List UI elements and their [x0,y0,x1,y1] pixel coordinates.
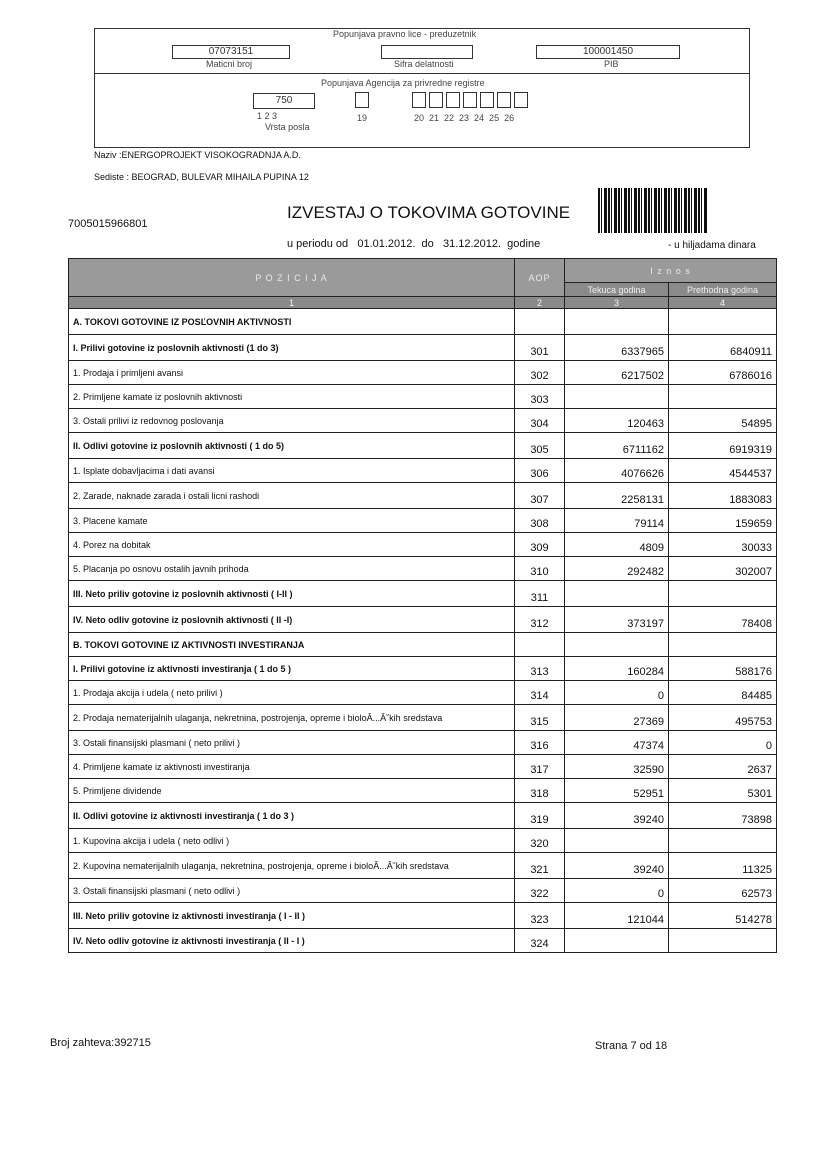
current-year-value: 52951 [565,779,669,803]
aop-code: 307 [515,483,565,509]
table-row [69,705,777,731]
previous-year-value: 159659 [669,509,777,533]
unit-note: - u hiljadama dinara [668,240,756,251]
row-label: 4. Porez na dobitak [69,533,515,557]
header-divider [94,73,750,74]
page-number: Strana 7 od 18 [595,1040,668,1052]
header-col-4: 4 [669,297,777,309]
row-label: II. Odlivi gotovine iz poslovnih aktivnosti ( 1 do 5) [69,433,515,459]
current-year-value [565,829,669,853]
current-year-value: 6711162 [565,433,669,459]
row-label: IV. Neto odliv gotovine iz aktivnosti investiranja ( II - I ) [69,929,515,953]
aop-code: 321 [515,853,565,879]
current-year-value: 47374 [565,731,669,755]
row-label: III. Neto priliv gotovine iz aktivnosti investiranja ( I - II ) [69,903,515,929]
current-year-value: 39240 [565,803,669,829]
current-year-value [565,581,669,607]
aop-code: 314 [515,681,565,705]
aop-code: 318 [515,779,565,803]
aop-code [515,309,565,335]
aop-code: 319 [515,803,565,829]
aop-code: 320 [515,829,565,853]
table-row [69,483,777,509]
table-row [69,879,777,903]
row-label: 3. Ostali finansijski plasmani ( neto prilivi ) [69,731,515,755]
aop-code: 301 [515,335,565,361]
header-aop: AOP [515,259,565,297]
previous-year-value: 30033 [669,533,777,557]
vrsta-posla-label: Vrsta posla [265,122,310,132]
row-label: III. Neto priliv gotovine iz poslovnih aktivnosti ( I-II ) [69,581,515,607]
table-row [69,533,777,557]
previous-year-value: 1883083 [669,483,777,509]
current-year-value [565,309,669,335]
previous-year-value: 62573 [669,879,777,903]
aop-code: 308 [515,509,565,533]
code-cell [480,92,494,108]
previous-year-value: 2637 [669,755,777,779]
aop-code: 317 [515,755,565,779]
table-row [69,309,777,335]
aop-code: 322 [515,879,565,903]
table-row [69,803,777,829]
row-label: 2. Primljene kamate iz poslovnih aktivnosti [69,385,515,409]
header-col-1: 1 [69,297,515,309]
previous-year-value: 588176 [669,657,777,681]
row-label: 5. Primljene dividende [69,779,515,803]
row-label: II. Odlivi gotovine iz aktivnosti investiranja ( 1 do 3 ) [69,803,515,829]
table-row [69,459,777,483]
current-year-value: 4076626 [565,459,669,483]
previous-year-value: 84485 [669,681,777,705]
current-year-value [565,929,669,953]
table-row [69,731,777,755]
aop-code: 313 [515,657,565,681]
current-year-value: 121044 [565,903,669,929]
table-row [69,409,777,433]
table-row [69,607,777,633]
header-prethodna-godina: Prethodna godina [669,283,777,297]
previous-year-value: 0 [669,731,777,755]
digits-20-26: 20 21 22 23 24 25 26 [414,113,515,123]
aop-code: 306 [515,459,565,483]
aop-code: 309 [515,533,565,557]
code-cells-20-26 [412,92,528,108]
aop-code: 323 [515,903,565,929]
previous-year-value [669,309,777,335]
maticni-broj-field: 07073151 [172,45,290,59]
current-year-value: 373197 [565,607,669,633]
code-cell-19 [355,92,369,108]
table-row [69,581,777,607]
table-row [69,557,777,581]
current-year-value: 120463 [565,409,669,433]
table-row [69,385,777,409]
row-label: I. Prilivi gotovine iz poslovnih aktivnosti (1 do 3) [69,335,515,361]
current-year-value: 6337965 [565,335,669,361]
code-cell [429,92,443,108]
header-iznos: I z n o s [565,259,777,283]
aop-code: 312 [515,607,565,633]
current-year-value [565,385,669,409]
digit-19: 19 [357,113,368,123]
table-body [69,309,777,953]
aop-code: 303 [515,385,565,409]
previous-year-value: 6919319 [669,433,777,459]
code-cell [497,92,511,108]
previous-year-value: 514278 [669,903,777,929]
aop-code: 315 [515,705,565,731]
company-name: Naziv :ENERGOPROJEKT VISOKOGRADNJA A.D. [94,150,301,160]
header-pozicija: P O Z I C I J A [69,259,515,297]
aop-code: 305 [515,433,565,459]
previous-year-value: 73898 [669,803,777,829]
current-year-value: 79114 [565,509,669,533]
current-year-value: 32590 [565,755,669,779]
previous-year-value [669,385,777,409]
current-year-value: 2258131 [565,483,669,509]
current-year-value: 4809 [565,533,669,557]
table-row [69,335,777,361]
pib-field: 100001450 [536,45,680,59]
previous-year-value [669,633,777,657]
previous-year-value: 302007 [669,557,777,581]
previous-year-value: 78408 [669,607,777,633]
current-year-value [565,633,669,657]
aop-code: 316 [515,731,565,755]
pib-label: PIB [604,59,619,69]
row-label: 3. Ostali prilivi iz redovnog poslovanja [69,409,515,433]
sifra-label: Sifra delatnosti [394,59,454,69]
current-year-value: 160284 [565,657,669,681]
row-label: IV. Neto odliv gotovine iz poslovnih aktivnosti ( II -I) [69,607,515,633]
table-row [69,829,777,853]
row-label: 1. Prodaja akcija i udela ( neto prilivi ) [69,681,515,705]
previous-year-value: 4544537 [669,459,777,483]
row-label: 2. Kupovina nematerijalnih ulaganja, nekretnina, postrojenja, opreme i bioloÂ...Â˘kih sredstava [69,853,515,879]
barcode-icon [598,188,708,233]
row-label: B. TOKOVI GOTOVINE IZ AKTIVNOSTI INVESTIRANJA [69,633,515,657]
aop-code: 310 [515,557,565,581]
previous-year-value: 495753 [669,705,777,731]
table-row [69,853,777,879]
code-cell [514,92,528,108]
current-year-value: 292482 [565,557,669,581]
aop-code: 304 [515,409,565,433]
current-year-value: 6217502 [565,361,669,385]
cash-flow-table [68,258,777,953]
table-row [69,681,777,705]
code-cell [463,92,477,108]
previous-year-value: 11325 [669,853,777,879]
report-title: IZVESTAJ O TOKOVIMA GOTOVINE [287,203,571,222]
company-code: 7005015966801 [68,218,148,230]
table-row [69,433,777,459]
table-row [69,633,777,657]
current-year-value: 0 [565,879,669,903]
table-row [69,903,777,929]
aop-code: 324 [515,929,565,953]
aop-code: 311 [515,581,565,607]
row-label: 1. Prodaja i primljeni avansi [69,361,515,385]
table-row [69,929,777,953]
header-col-3: 3 [565,297,669,309]
row-label: 5. Placanja po osnovu ostalih javnih prihoda [69,557,515,581]
current-year-value: 27369 [565,705,669,731]
row-label: 3. Ostali finansijski plasmani ( neto odlivi ) [69,879,515,903]
previous-year-value: 6786016 [669,361,777,385]
maticni-broj-label: Maticni broj [206,59,253,69]
code-cell [412,92,426,108]
table-row [69,657,777,681]
header-col-2: 2 [515,297,565,309]
row-label: 1. Isplate dobavljacima i dati avansi [69,459,515,483]
agency-title: Popunjava Agencija za privredne registre [321,78,485,88]
vrsta-digits: 1 2 3 [257,111,278,121]
table-row [69,509,777,533]
code-cell [446,92,460,108]
report-period: u periodu od 01.01.2012. do 31.12.2012. godine [287,238,541,250]
table-row [69,755,777,779]
header-tekuca-godina: Tekuca godina [565,283,669,297]
previous-year-value [669,581,777,607]
row-label: 3. Placene kamate [69,509,515,533]
row-label: I. Prilivi gotovine iz aktivnosti investiranja ( 1 do 5 ) [69,657,515,681]
aop-code [515,633,565,657]
current-year-value: 0 [565,681,669,705]
previous-year-value: 54895 [669,409,777,433]
vrsta-posla-field: 750 [253,93,315,109]
table-row [69,361,777,385]
row-label: 2. Prodaja nematerijalnih ulaganja, nekretnina, postrojenja, opreme i bioloÂ...Â˘kih sredstava [69,705,515,731]
row-label: 2. Zarade, naknade zarada i ostali licni rashodi [69,483,515,509]
previous-year-value [669,929,777,953]
row-label: 4. Primljene kamate iz aktivnosti investiranja [69,755,515,779]
aop-code: 302 [515,361,565,385]
previous-year-value: 5301 [669,779,777,803]
request-number: Broj zahteva:392715 [50,1037,151,1049]
submitter-title: Popunjava pravno lice - preduzetnik [333,29,477,39]
previous-year-value: 6840911 [669,335,777,361]
company-address: Sediste : BEOGRAD, BULEVAR MIHAILA PUPINA 12 [94,172,309,182]
sifra-delatnosti-field [381,45,473,59]
table-row [69,779,777,803]
previous-year-value [669,829,777,853]
row-label: A. TOKOVI GOTOVINE IZ POSĽOVNIH AKTIVNOSTI [69,309,515,335]
current-year-value: 39240 [565,853,669,879]
row-label: 1. Kupovina akcija i udela ( neto odlivi ) [69,829,515,853]
